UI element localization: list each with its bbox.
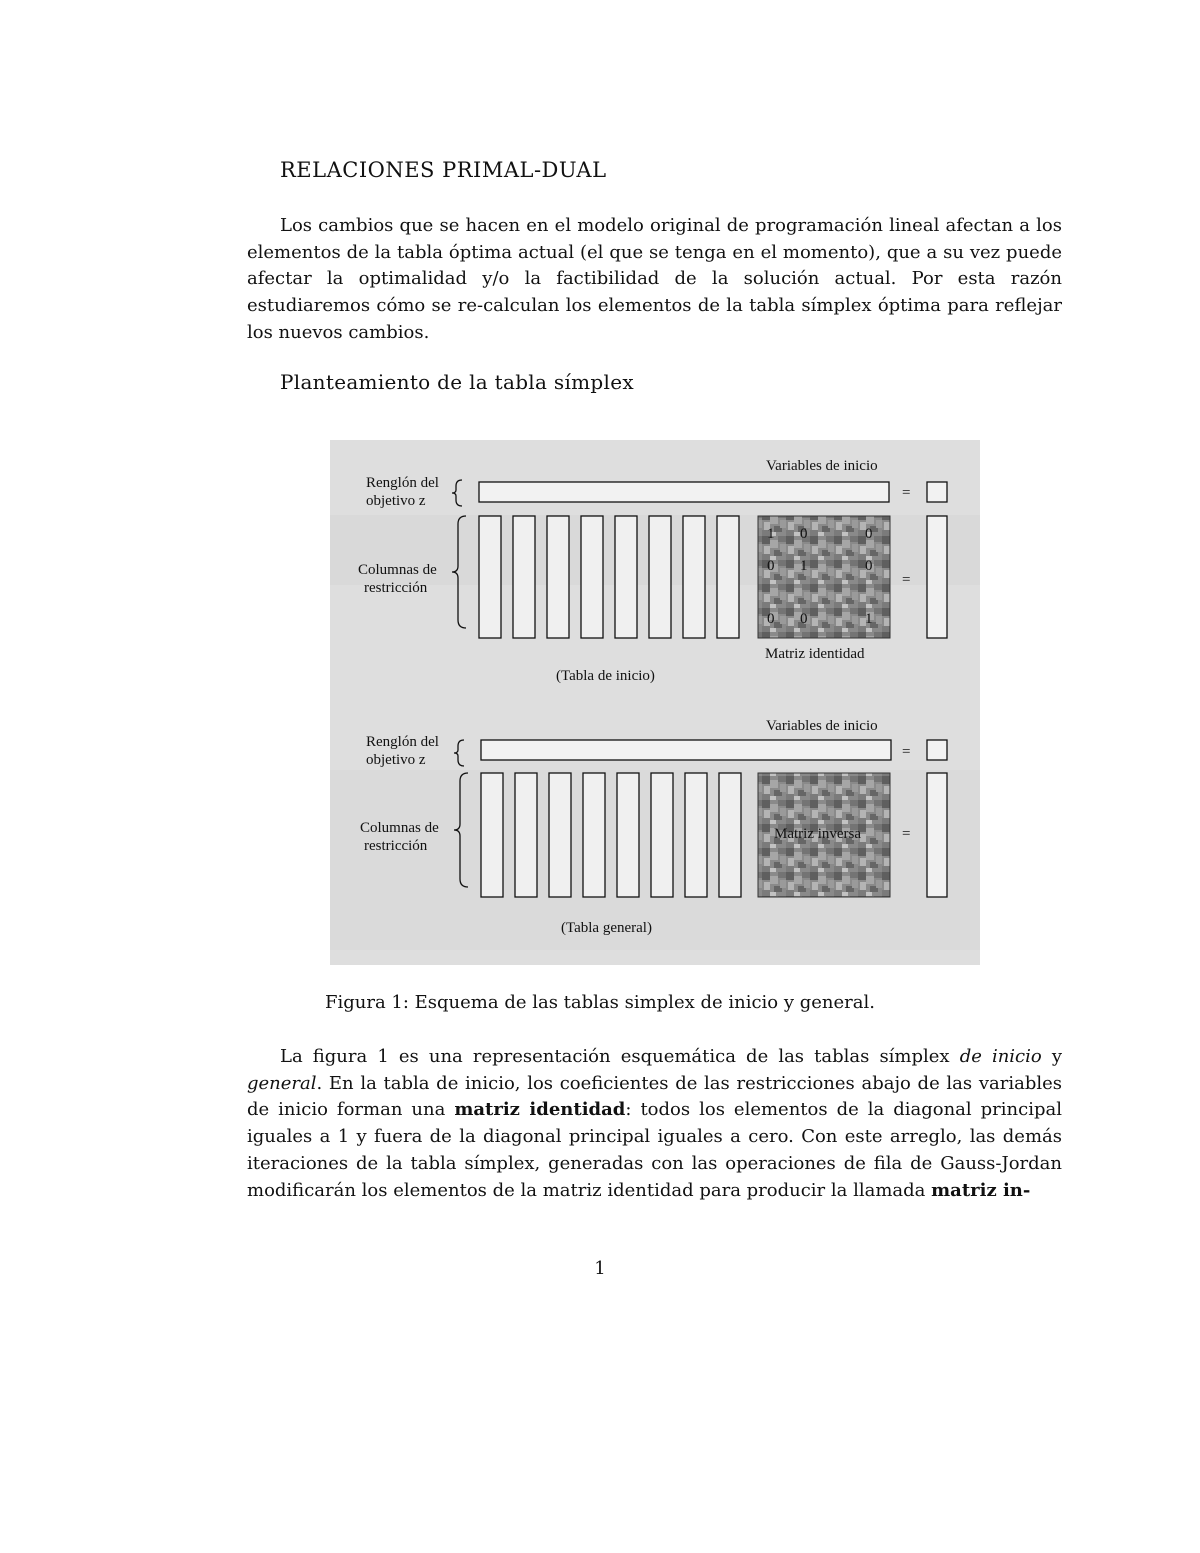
- identity-entry: 0: [865, 558, 873, 574]
- body-text: . En la tabla de inicio, los coeficientes de las restricciones abajo de las variables de inicio forman una: [247, 1072, 1062, 1121]
- top-objective-rhs-box: [927, 482, 947, 502]
- bottom-variables-label: Variables de inicio: [766, 718, 878, 734]
- top-objective-row-label-2: objetivo z: [366, 493, 426, 509]
- bottom-constraint-label-2: restricción: [364, 838, 428, 854]
- column-box: [479, 516, 501, 638]
- top-objective-equals: =: [902, 485, 911, 501]
- column-box: [651, 773, 673, 897]
- intro-paragraph: [247, 213, 1062, 347]
- body-bold-term: matriz in-: [931, 1179, 1031, 1201]
- column-box: [617, 773, 639, 897]
- column-box: [719, 773, 741, 897]
- bottom-constraint-equals: =: [902, 826, 911, 842]
- top-constraint-equals: =: [902, 572, 911, 588]
- bottom-matrix-label: Matriz inversa: [774, 826, 862, 842]
- identity-entry: 0: [800, 611, 808, 627]
- page-number: 1: [594, 1258, 606, 1279]
- top-variables-label: Variables de inicio: [766, 458, 878, 474]
- identity-entry: 0: [767, 558, 775, 574]
- identity-entry: 1: [800, 558, 808, 574]
- top-table-caption: (Tabla de inicio): [556, 668, 655, 684]
- column-box: [583, 773, 605, 897]
- column-box: [717, 516, 739, 638]
- column-box: [685, 773, 707, 897]
- column-box: [481, 773, 503, 897]
- column-box: [649, 516, 671, 638]
- bottom-table-caption: (Tabla general): [561, 920, 652, 936]
- column-box: [515, 773, 537, 897]
- body-text: y: [1041, 1046, 1063, 1067]
- bottom-objective-equals: =: [902, 744, 911, 760]
- bottom-objective-row-label-1: Renglón del: [366, 734, 439, 750]
- top-constraint-label-2: restricción: [364, 580, 428, 596]
- body-paragraph: [247, 1044, 1062, 1204]
- figure-caption: Figura 1: Esquema de las tablas simplex de inicio y general.: [325, 992, 875, 1013]
- identity-entry: 0: [800, 526, 808, 542]
- section-title: RELACIONES PRIMAL-DUAL: [280, 158, 607, 182]
- bottom-constraint-label-1: Columnas de: [360, 820, 439, 836]
- body-text: La figura 1 es una representación esquemática de las tablas símplex: [280, 1046, 960, 1067]
- top-rhs-column-box: [927, 516, 947, 638]
- bottom-objective-brace: [454, 740, 464, 766]
- identity-entry: 1: [767, 526, 775, 542]
- subsection-title: Planteamiento de la tabla símplex: [280, 370, 634, 394]
- column-box: [683, 516, 705, 638]
- identity-entry: 1: [865, 611, 873, 627]
- column-box: [549, 773, 571, 897]
- body-bold-term: matriz identidad: [454, 1099, 626, 1121]
- figure-1: [330, 440, 980, 965]
- body-text: : todos los elementos de la diagonal principal iguales a 1 y fuera de la diagonal principal iguales a cero. Con este arreglo, las demás iteraciones de la tabla símplex, generadas con las operaciones de fila de Gauss-Jordan modificarán los elementos de la matriz identidad para producir la llamada: [247, 1099, 1062, 1201]
- top-matrix-label: Matriz identidad: [765, 646, 865, 662]
- bottom-objective-rhs-box: [927, 740, 947, 760]
- column-box: [513, 516, 535, 638]
- top-objective-row-label-1: Renglón del: [366, 475, 439, 491]
- column-box: [615, 516, 637, 638]
- figure-1-diagram: [330, 440, 980, 965]
- identity-entry: 0: [865, 526, 873, 542]
- column-box: [581, 516, 603, 638]
- top-constraint-label-1: Columnas de: [358, 562, 437, 578]
- body-italic: de inicio: [959, 1046, 1042, 1067]
- bottom-objective-row-label-2: objetivo z: [366, 752, 426, 768]
- top-objective-row-box: [479, 482, 889, 502]
- top-objective-brace: [452, 480, 462, 506]
- bottom-rhs-column-box: [927, 773, 947, 897]
- intro-paragraph-text: Los cambios que se hacen en el modelo original de programación lineal afectan a los elementos de la tabla óptima actual (el que se tenga en el momento), que a su vez puede afectar la optimalidad y/o la factibilidad de la solución actual. Por esta razón estudiaremos cómo se re-calculan los elementos de la tabla símplex óptima para reflejar los nuevos cambios.: [247, 215, 1062, 343]
- body-italic: general: [247, 1072, 317, 1094]
- bottom-objective-row-box: [481, 740, 891, 760]
- column-box: [547, 516, 569, 638]
- identity-entry: 0: [767, 611, 775, 627]
